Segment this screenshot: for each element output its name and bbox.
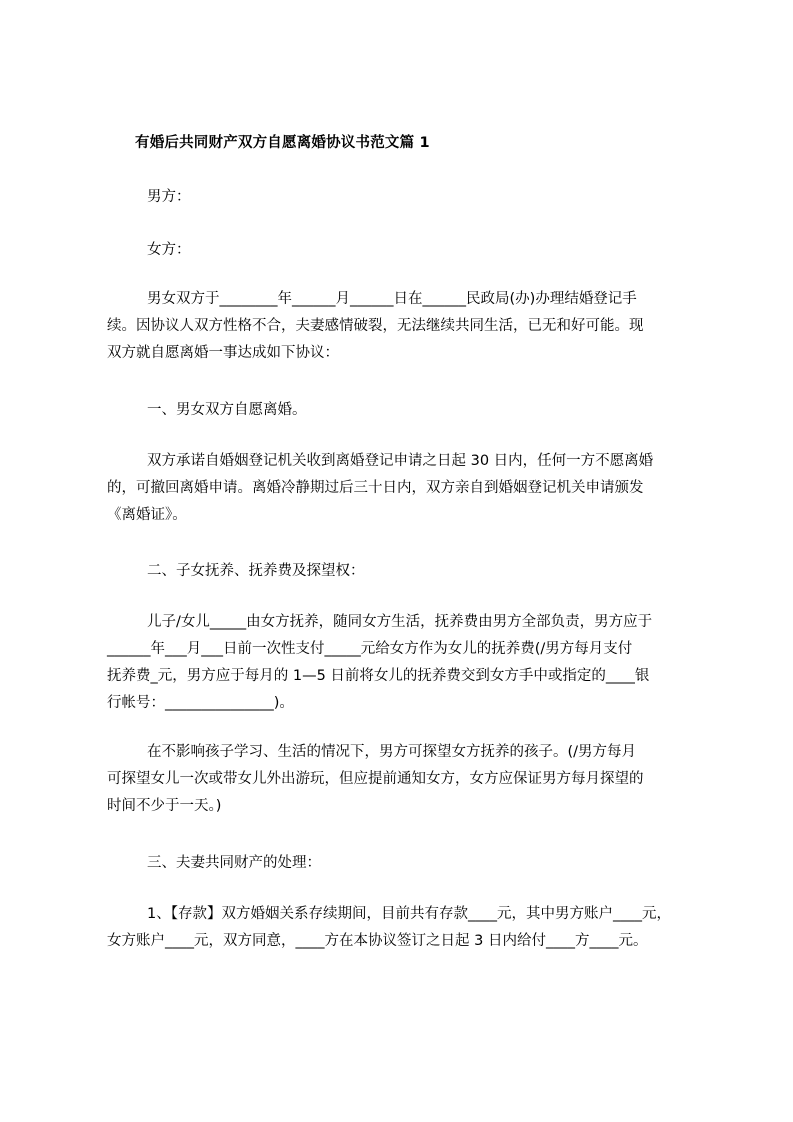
section-2-p1-line-4: 行帐号：_______________)。	[107, 695, 294, 711]
section-2-paragraph-1	[107, 609, 707, 717]
section-1-line-2: 的，可撤回离婚申请。离婚冷静期过后三十日内，双方亲自到婚姻登记机关申请颁发	[107, 480, 644, 496]
intro-paragraph	[107, 286, 707, 367]
section-3-paragraph-1	[107, 901, 707, 955]
woman-label: 女方：	[147, 242, 191, 258]
section-1-line-1: 双方承诺自婚姻登记机关收到离婚登记申请之日起 30 日内，任何一方不愿离婚	[147, 453, 654, 469]
section-2-p1-line-2: ______年___月___日前一次性支付_____元给女方作为女儿的抚养费(/男方每月支付	[107, 641, 633, 657]
section-1-line-3: 《离婚证》。	[107, 507, 187, 523]
section-2-heading: 二、子女抚养、抚养费及探望权：	[147, 563, 365, 579]
section-2-p2-line-1: 在不影响孩子学习、生活的情况下，男方可探望女方抚养的孩子。(/男方每月	[147, 744, 637, 760]
section-3-heading: 三、夫妻共同财产的处理：	[147, 855, 321, 871]
intro-line-3: 双方就自愿离婚一事达成如下协议：	[107, 345, 339, 361]
section-2-p1-line-1: 儿子/女儿_____由女方抚养，随同女方生活，抚养费由男方全部负责，男方应于	[147, 614, 653, 630]
section-2-p2-line-3: 时间不少于一天。)	[107, 798, 222, 814]
intro-line-1: 男女双方于________年______月______日在______民政局(办)办理结婚登记手	[147, 291, 637, 307]
section-1-paragraph	[107, 448, 707, 529]
document-title: 有婚后共同财产双方自愿离婚协议书范文篇 1	[135, 135, 430, 151]
section-2-paragraph-2	[107, 739, 707, 820]
section-1-heading: 一、男女双方自愿离婚。	[147, 402, 307, 418]
intro-line-2: 续。因协议人双方性格不合，夫妻感情破裂，无法继续共同生活，已无和好可能。现	[107, 318, 644, 334]
section-3-p1-line-2: 女方账户____元，双方同意，____方在本协议签订之日起 3 日内给付____方____元。	[107, 933, 648, 949]
section-3-p1-line-1: 1、【存款】双方婚姻关系存续期间，目前共有存款____元，其中男方账户____元，	[147, 906, 671, 922]
section-2-p1-line-3: 抚养费_元，男方应于每月的 1—5 日前将女儿的抚养费交到女方手中或指定的____银	[107, 668, 650, 684]
man-label: 男方：	[147, 189, 191, 205]
section-2-p2-line-2: 可探望女儿一次或带女儿外出游玩，但应提前通知女方，女方应保证男方每月探望的	[107, 771, 644, 787]
